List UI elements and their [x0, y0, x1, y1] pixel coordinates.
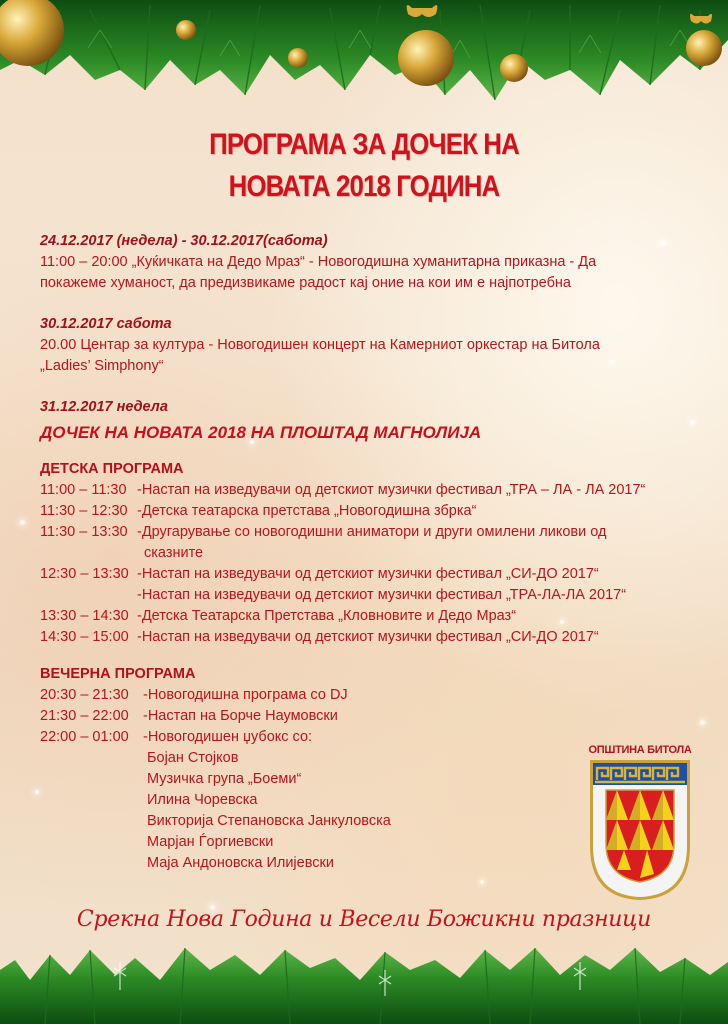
- schedule-time: 11:00 – 11:30: [40, 482, 127, 498]
- section-date: 30.12.2017 сабота: [40, 316, 172, 332]
- schedule-row: [40, 480, 700, 501]
- page-title-line-2: НОВАТА 2018 ГОДИНА: [228, 170, 500, 203]
- logo-label: ОПШТИНА БИТОЛА: [588, 744, 692, 756]
- schedule-row: [40, 706, 700, 727]
- section-date: 24.12.2017 (недела) - 30.12.2017(сабота): [40, 233, 328, 249]
- schedule-time: 12:30 – 13:30: [40, 566, 129, 582]
- section-santa-house: [40, 231, 700, 294]
- schedule-text: -Настап на изведувачи од детскиот музички фестивал „СИ-ДО 2017“: [137, 629, 599, 645]
- schedule-time: 20:30 – 21:30: [40, 687, 129, 703]
- schedule-text: -Настап на изведувачи од детскиот музички фестивал „ТРА – ЛА - ЛА 2017“: [137, 482, 646, 498]
- section-date: 31.12.2017 недела: [40, 399, 168, 415]
- performer: Марјан Ѓоргиевски: [147, 834, 274, 850]
- schedule-row: [40, 585, 700, 606]
- schedule-text: -Новогодишна програма со DJ: [143, 687, 348, 703]
- section-heading: ДОЧЕК НА НОВАТА 2018 НА ПЛОШТАД МАГНОЛИЈА: [40, 423, 482, 442]
- section-line: „Ladies’ Simphony“: [40, 358, 164, 374]
- section-concert: [40, 314, 700, 377]
- schedule-text: -Настап на изведувачи од детскиот музички фестивал „ТРА-ЛА-ЛА 2017“: [137, 587, 627, 603]
- schedule-time: 11:30 – 13:30: [40, 524, 128, 540]
- performer: Маја Андоновска Илијевски: [147, 855, 334, 871]
- section-line: 11:00 – 20:00 „Куќичката на Дедо Мраз“ - Новогодишна хуманитарна приказна - Да: [40, 254, 597, 270]
- section-line: 20.00 Центар за култура - Новогодишен концерт на Камерниот оркестар на Битола: [40, 337, 600, 353]
- schedule-text: -Детска Театарска Претстава „Кловновите и Дедо Мраз“: [137, 608, 517, 624]
- section-new-year-eve: [40, 397, 700, 443]
- schedule-text: -Настап на изведувачи од детскиот музички фестивал „СИ-ДО 2017“: [137, 566, 599, 582]
- schedule-row: [40, 685, 700, 706]
- performer: Викторија Степановска Јанкуловска: [147, 813, 391, 829]
- schedule-row: [40, 627, 700, 648]
- bitola-coat-of-arms-icon: [584, 758, 696, 902]
- performer: Музичка група „Боеми“: [147, 771, 302, 787]
- kids-program: [40, 459, 700, 648]
- performer: Илина Чоревска: [147, 792, 258, 808]
- schedule-time: 21:30 – 22:00: [40, 708, 129, 724]
- page-title-line-1: ПРОГРАМА ЗА ДОЧЕК НА: [209, 128, 519, 161]
- schedule-text: -Другарување со новогодишни аниматори и други омилени ликови од: [137, 524, 607, 540]
- schedule-time: 13:30 – 14:30: [40, 608, 129, 624]
- kids-program-heading: ДЕТСКА ПРОГРАМА: [40, 461, 184, 477]
- schedule-continuation: сказните: [144, 545, 204, 561]
- pine-garland-bottom: [0, 940, 728, 1024]
- schedule-text: -Настап на Борче Наумовски: [143, 708, 338, 724]
- schedule-text: -Детска театарска претстава „Новогодишна збрка“: [137, 503, 477, 519]
- schedule-row: [40, 606, 700, 627]
- municipality-logo: [584, 744, 696, 900]
- schedule-time: 14:30 – 15:00: [40, 629, 129, 645]
- schedule-time: 11:30 – 12:30: [40, 503, 128, 519]
- greeting-text: Срекна Нова Година и Весели Божикни празници: [76, 907, 652, 932]
- evening-program-heading: ВЕЧЕРНА ПРОГРАМА: [40, 666, 196, 682]
- schedule-time: [40, 585, 137, 606]
- schedule-row: [40, 564, 700, 585]
- schedule-row: [40, 522, 700, 543]
- schedule-row: [40, 501, 700, 522]
- pine-branches-top: [0, 0, 728, 100]
- performer: Бојан Стојков: [147, 750, 239, 766]
- section-line: покажеме хуманост, да предизвикаме радост кај оние на кои им е најпотребна: [40, 275, 571, 291]
- schedule-text: -Новогодишен џубокс со:: [143, 729, 313, 745]
- pine-garland-top: [0, 0, 728, 110]
- schedule-time: 22:00 – 01:00: [40, 729, 129, 745]
